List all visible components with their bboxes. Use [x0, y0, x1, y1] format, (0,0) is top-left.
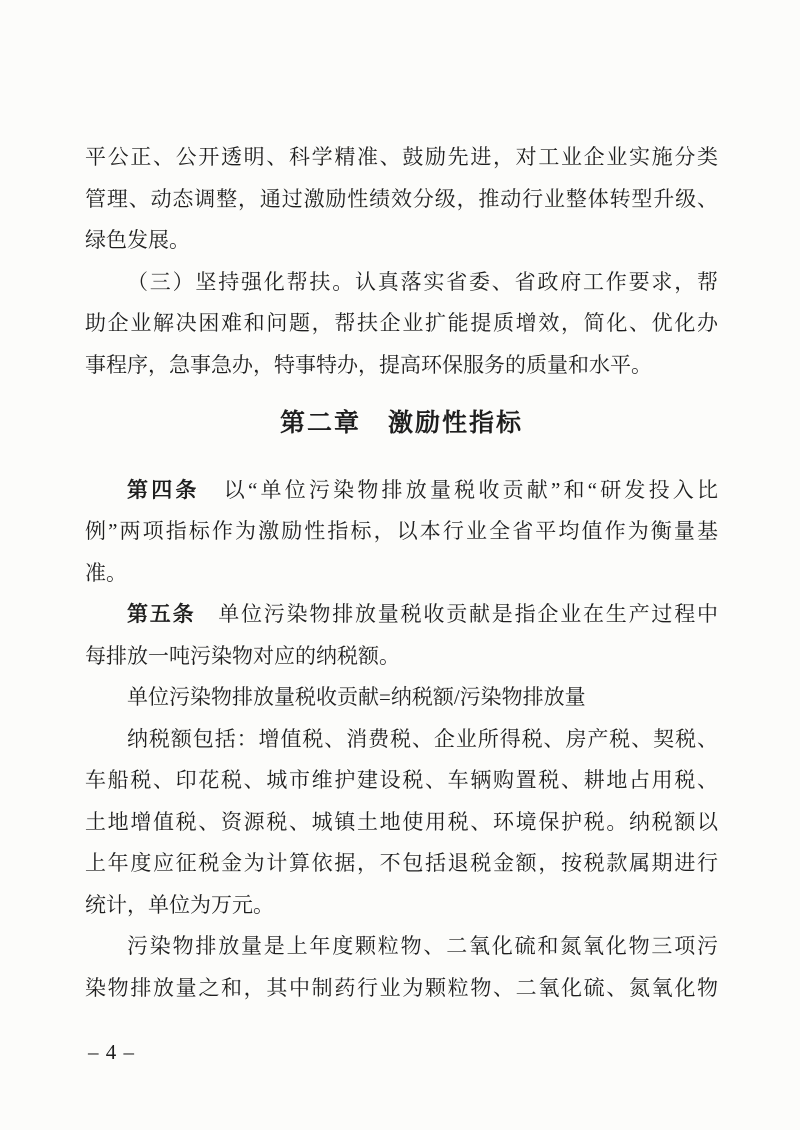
text-line: 绿色发展。	[85, 228, 190, 252]
text-line: 管理、动态调整，通过激励性绩效分级，推动行业整体转型升级、	[85, 186, 718, 211]
document-body	[85, 137, 718, 1009]
text-line: 每排放一吨污染物对应的纳税额。	[85, 643, 400, 668]
paragraph	[85, 262, 718, 387]
text-line: 第五条 单位污染物排放量税收贡献是指企业在生产过程中	[127, 602, 719, 626]
paragraph	[85, 677, 718, 719]
chapter-heading: 第二章 激励性指标	[279, 409, 523, 437]
page-number: – 4 –	[88, 1040, 135, 1064]
text-line: 助企业解决困难和问题，帮扶企业扩能提质增效，简化、优化办	[85, 311, 718, 335]
text-line: 统计，单位为万元。	[85, 892, 274, 917]
article-number: 第四条	[127, 478, 200, 502]
text-line: 染物排放量之和，其中制药行业为颗粒物、二氧化硫、氮氧化物	[85, 975, 718, 1000]
text-line: 车船税、印花税、城市维护建设税、车辆购置税、耕地占用税、	[85, 768, 718, 792]
paragraph	[85, 926, 718, 1009]
paragraph	[85, 137, 718, 262]
paragraph	[85, 470, 718, 595]
article-number: 第五条	[127, 603, 196, 626]
text-line: 上年度应征税金为计算依据，不包括退税金额，按税款属期进行	[85, 851, 718, 875]
paragraph	[85, 594, 718, 677]
text-line: 纳税额包括：增值税、消费税、企业所得税、房产税、契税、	[127, 726, 718, 751]
text-line: （三）坚持强化帮扶。认真落实省委、省政府工作要求，帮	[127, 269, 718, 294]
text-line: 准。	[85, 560, 127, 585]
text-line: 平公正、公开透明、科学精准、鼓励先进，对工业企业实施分类	[85, 145, 718, 169]
text-line: 事程序，急事急办，特事特办，提高环保服务的质量和水平。	[85, 352, 652, 377]
paragraph	[85, 719, 718, 927]
text-line: 污染物排放量是上年度颗粒物、二氧化硫和氮氧化物三项污	[127, 934, 718, 958]
text-line: 例”两项指标作为激励性指标，以本行业全省平均值作为衡量基	[85, 519, 718, 543]
text-line: 单位污染物排放量税收贡献=纳税额/污染物排放量	[127, 685, 586, 709]
text-line: 第四条 以“单位污染物排放量税收贡献”和“研发投入比	[127, 477, 718, 502]
text-line: 土地增值税、资源税、城镇土地使用税、环境保护税。纳税额以	[85, 809, 718, 834]
